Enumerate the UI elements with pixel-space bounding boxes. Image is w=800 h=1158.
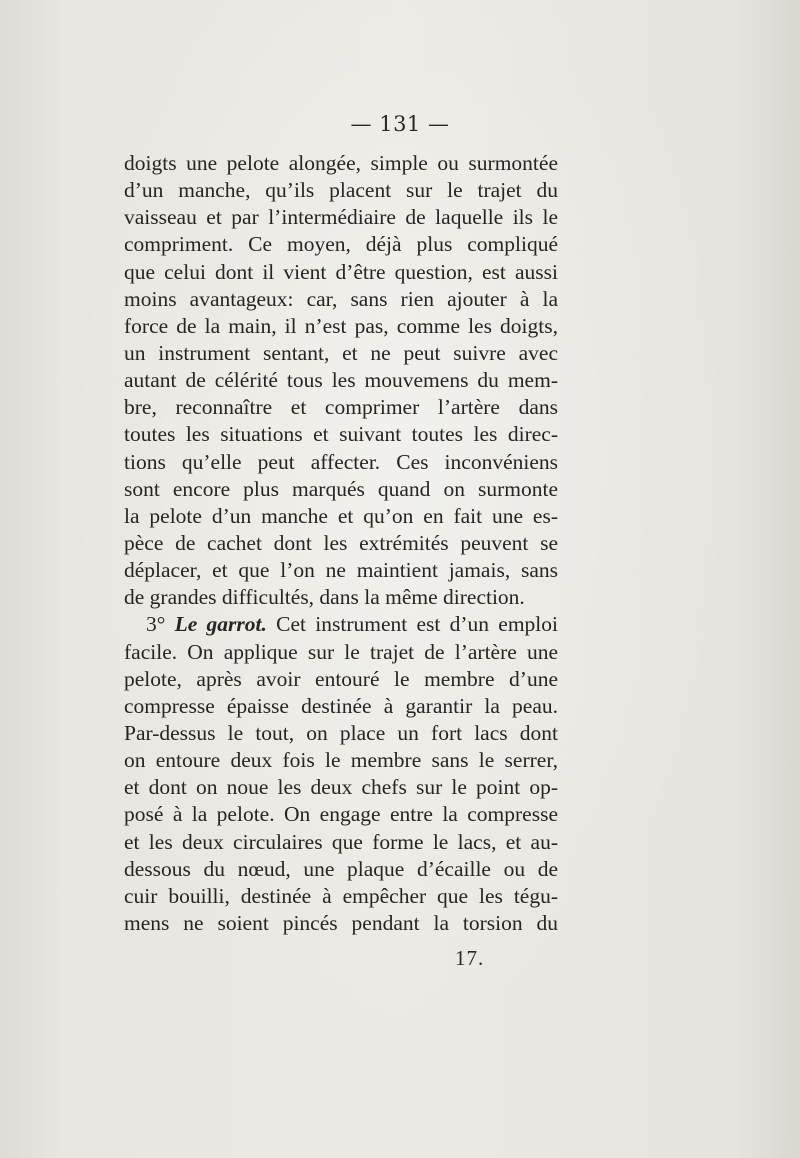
text-line: vaisseau et par l’intermédiaire de laquelle ils le [124, 205, 558, 230]
text-line: cuir bouilli, destinée à empêcher que les tégu- [124, 883, 558, 908]
signature-mark: 17. [455, 946, 485, 970]
text-line: et dont on noue les deux chefs sur le point op- [124, 775, 558, 800]
text-line: que celui dont il vient d’être question, est aussi [124, 259, 558, 284]
page-number: — 131 — [350, 112, 450, 136]
section-heading-line [124, 611, 558, 638]
text-line: la pelote d’un manche et qu’on en fait une es- [124, 503, 558, 528]
text-line: pelote, après avoir entouré le membre d’une [124, 666, 558, 691]
text-line: doigts une pelote alongée, simple ou surmontée [124, 151, 558, 175]
text-line: force de la main, il n’est pas, comme les doigts, [124, 313, 558, 338]
text-line: autant de célérité tous les mouvemens du mem- [124, 368, 558, 393]
text-line: un instrument sentant, et ne peut suivre avec [124, 340, 558, 365]
text-line: de grandes difficultés, dans la même direction. [124, 585, 525, 610]
text-line: compriment. Ce moyen, déjà plus compliqué [124, 232, 558, 257]
section-title: Le garrot. [174, 612, 267, 637]
text-line: facile. On applique sur le trajet de l’artère une [124, 639, 558, 664]
section-number: 3° [146, 612, 166, 637]
text-line: sont encore plus marqués quand on surmonte [124, 476, 558, 501]
text-line: tions qu’elle peut affecter. Ces inconvéniens [124, 449, 558, 474]
text-line: et les deux circulaires que forme le lacs, et au- [124, 829, 558, 854]
text-line: compresse épaisse destinée à garantir la peau. [124, 693, 558, 718]
text-line: Par-dessus le tout, on place un fort lacs dont [124, 720, 558, 745]
text-line: dessous du nœud, une plaque d’écaille ou de [124, 856, 558, 881]
text-line: mens ne soient pincés pendant la torsion du [124, 910, 558, 935]
text-line: posé à la pelote. On engage entre la compresse [124, 802, 558, 827]
body-text [124, 150, 558, 937]
text-line: d’un manche, qu’ils placent sur le trajet du [124, 178, 558, 203]
text-line: bre, reconnaître et comprimer l’artère dans [124, 395, 558, 420]
text-line: pèce de cachet dont les extrémités peuvent se [124, 530, 558, 555]
text-line: moins avantageux: car, sans rien ajouter à la [124, 286, 558, 311]
text-line: déplacer, et que l’on ne maintient jamais, sans [124, 558, 558, 583]
text-line: on entoure deux fois le membre sans le serrer, [124, 748, 558, 773]
text-line: toutes les situations et suivant toutes les direc- [124, 422, 558, 447]
section-text: Cet instrument est d’un emploi [276, 612, 559, 637]
